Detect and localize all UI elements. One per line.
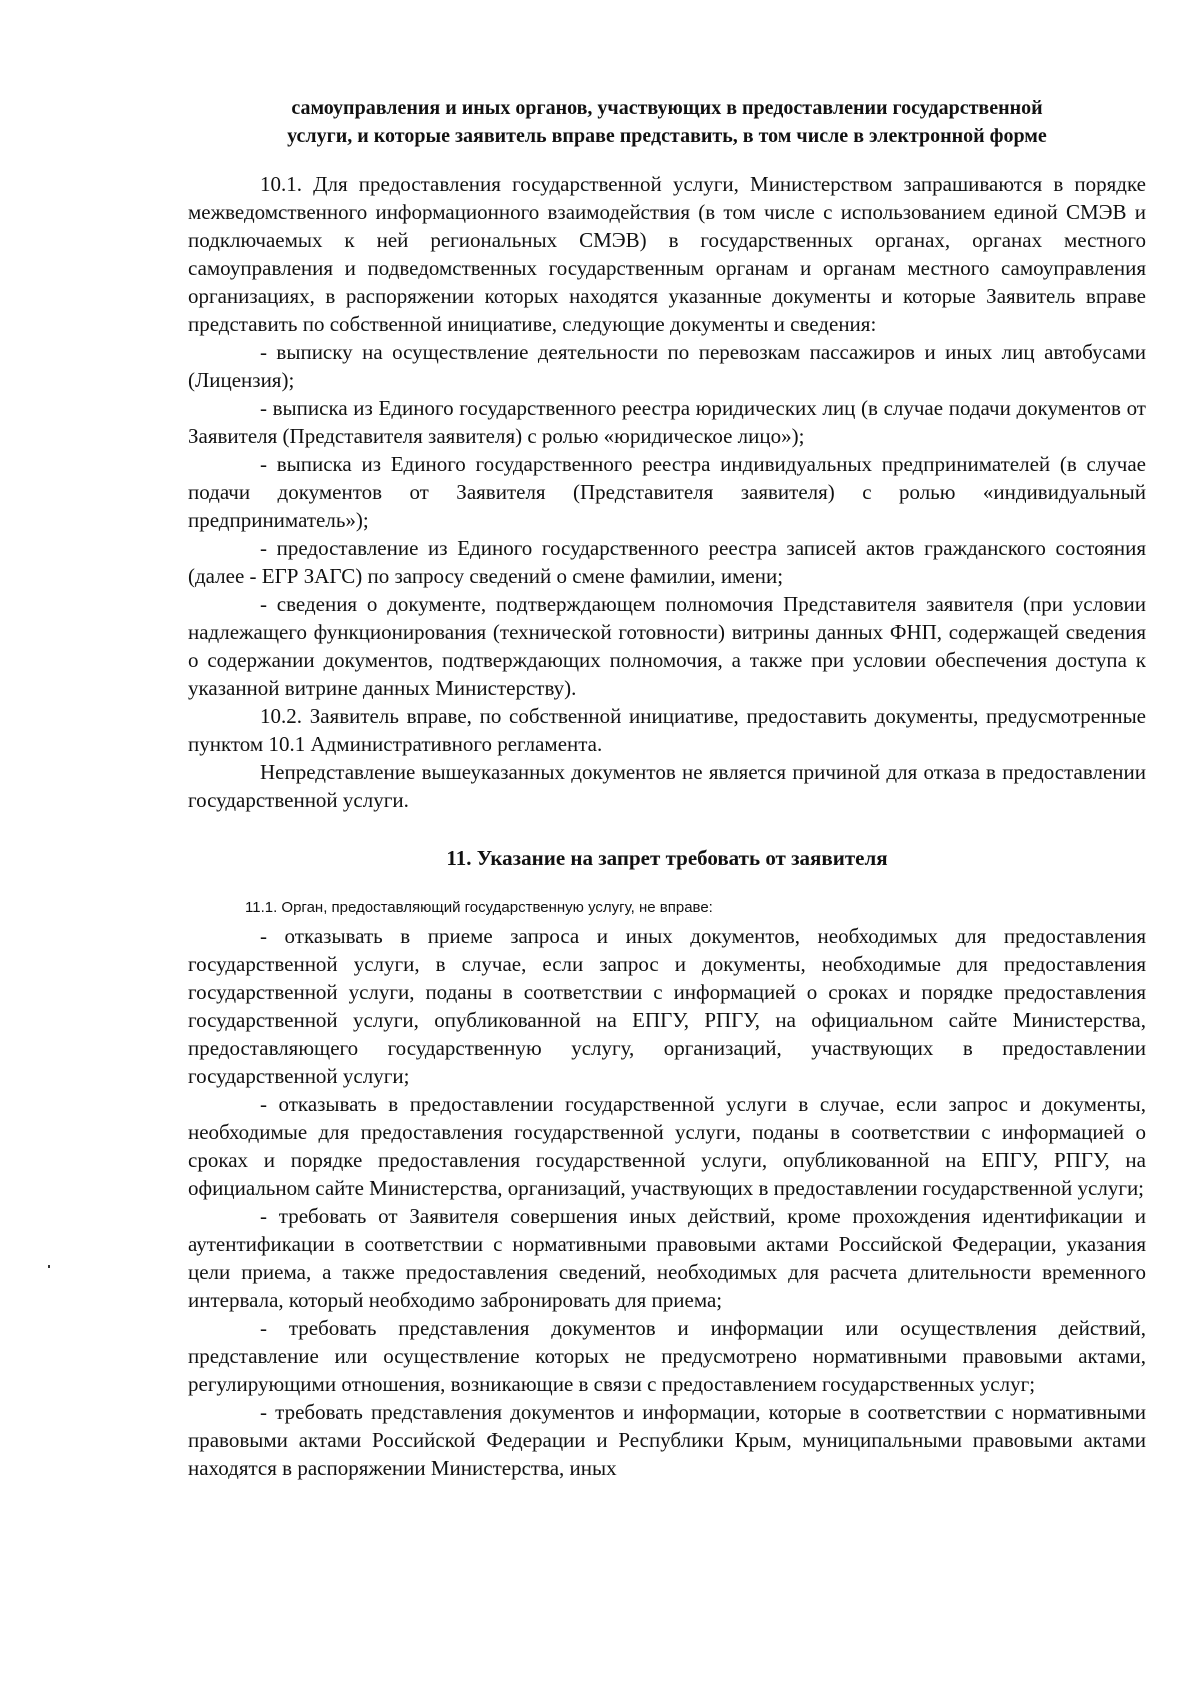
document-page: [188, 94, 1146, 1482]
list-item-fnp: - сведения о документе, подтверждающем полномочия Представителя заявителя (при условии надлежащего функционирования (технической готовности) витрины данных ФНП, содержащей сведения о содержании документов, подтверждающих полномочия, а также при условии обеспечения доступа к указанной витрине данных Министерству).: [188, 592, 1146, 700]
list-item-zags: - предоставление из Единого государственного реестра записей актов гражданского состояния (далее - ЕГР ЗАГС) по запросу сведений о смене фамилии, имени;: [188, 536, 1146, 588]
scan-dot-mark: [48, 1265, 50, 1268]
section-heading-continuation-line1: самоуправления и иных органов, участвующих в предоставлении государственной: [291, 97, 1043, 119]
list-item-license: - выписку на осуществление деятельности по перевозкам пассажиров и иных лиц автобусами (Лицензия);: [188, 340, 1146, 392]
list-item-egrip: - выписка из Единого государственного реестра индивидуальных предпринимателей (в случае подачи документов от Заявителя (Представителя заявителя) с ролью «индивидуальный предприниматель»);: [188, 452, 1146, 532]
list-item-require-actions: - требовать от Заявителя совершения иных действий, кроме прохождения идентификации и аутентификации в соответствии с нормативными правовыми актами Российской Федерации, указания цели приема, а также предоставления сведений, необходимых для расчета длительности временного интервала, который необходимо забронировать для приема;: [188, 1204, 1146, 1312]
paragraph-non-submission: Непредставление вышеуказанных документов не является причиной для отказа в предоставлении государственной услуги.: [188, 760, 1146, 812]
list-item-require-docs-possession: - требовать представления документов и информации, которые в соответствии с нормативными правовыми актами Российской Федерации и Республики Крым, муниципальными правовыми актами находятся в распоряжении Министерства, иных: [188, 1400, 1146, 1480]
paragraph-10-2: 10.2. Заявитель вправе, по собственной инициативе, предоставить документы, предусмотренные пунктом 10.1 Административного регламента.: [188, 704, 1146, 756]
list-item-refuse-accept: - отказывать в приеме запроса и иных документов, необходимых для предоставления государственной услуги, в случае, если запрос и документы, необходимые для предоставления государственной услуги, поданы в соответствии с информацией о сроках и порядке предоставления государственной услуги, опубликованной на ЕПГУ, РПГУ, на официальном сайте Министерства, предоставляющего государственную услугу, организаций, участвующих в предоставлении государственной услуги;: [188, 924, 1146, 1088]
list-item-egrul: - выписка из Единого государственного реестра юридических лиц (в случае подачи документов от Заявителя (Представителя заявителя) с ролью «юридическое лицо»);: [188, 396, 1146, 448]
paragraph-10-1: 10.1. Для предоставления государственной услуги, Министерством запрашиваются в порядке межведомственного информационного взаимодействия (в том числе с использованием единой СМЭВ и подключаемых к ней региональных СМЭВ) в государственных органах, органах местного самоуправления и подведомственных государственным органам и органам местного самоуправления организациях, в распоряжении которых находятся указанные документы и которые Заявитель вправе представить по собственной инициативе, следующие документы и сведения:: [188, 172, 1146, 336]
list-item-require-docs: - требовать представления документов и информации или осуществления действий, представление или осуществление которых не предусмотрено нормативными правовыми актами, регулирующими отношения, возникающие в связи с предоставлением государственных услуг;: [188, 1316, 1146, 1396]
section-11-title: 11. Указание на запрет требовать от заявителя: [446, 846, 888, 870]
paragraph-11-1: 11.1. Орган, предоставляющий государственную услугу, не вправе:: [245, 899, 713, 916]
section-heading-continuation-line2: услуги, и которые заявитель вправе представить, в том числе в электронной форме: [287, 125, 1047, 147]
list-item-refuse-provide: - отказывать в предоставлении государственной услуги в случае, если запрос и документы, необходимые для предоставления государственной услуги, поданы в соответствии с информацией о сроках и порядке предоставления государственной услуги, опубликованной на ЕПГУ, РПГУ, на официальном сайте Министерства, организаций, участвующих в предоставлении государственной услуги;: [188, 1092, 1146, 1200]
